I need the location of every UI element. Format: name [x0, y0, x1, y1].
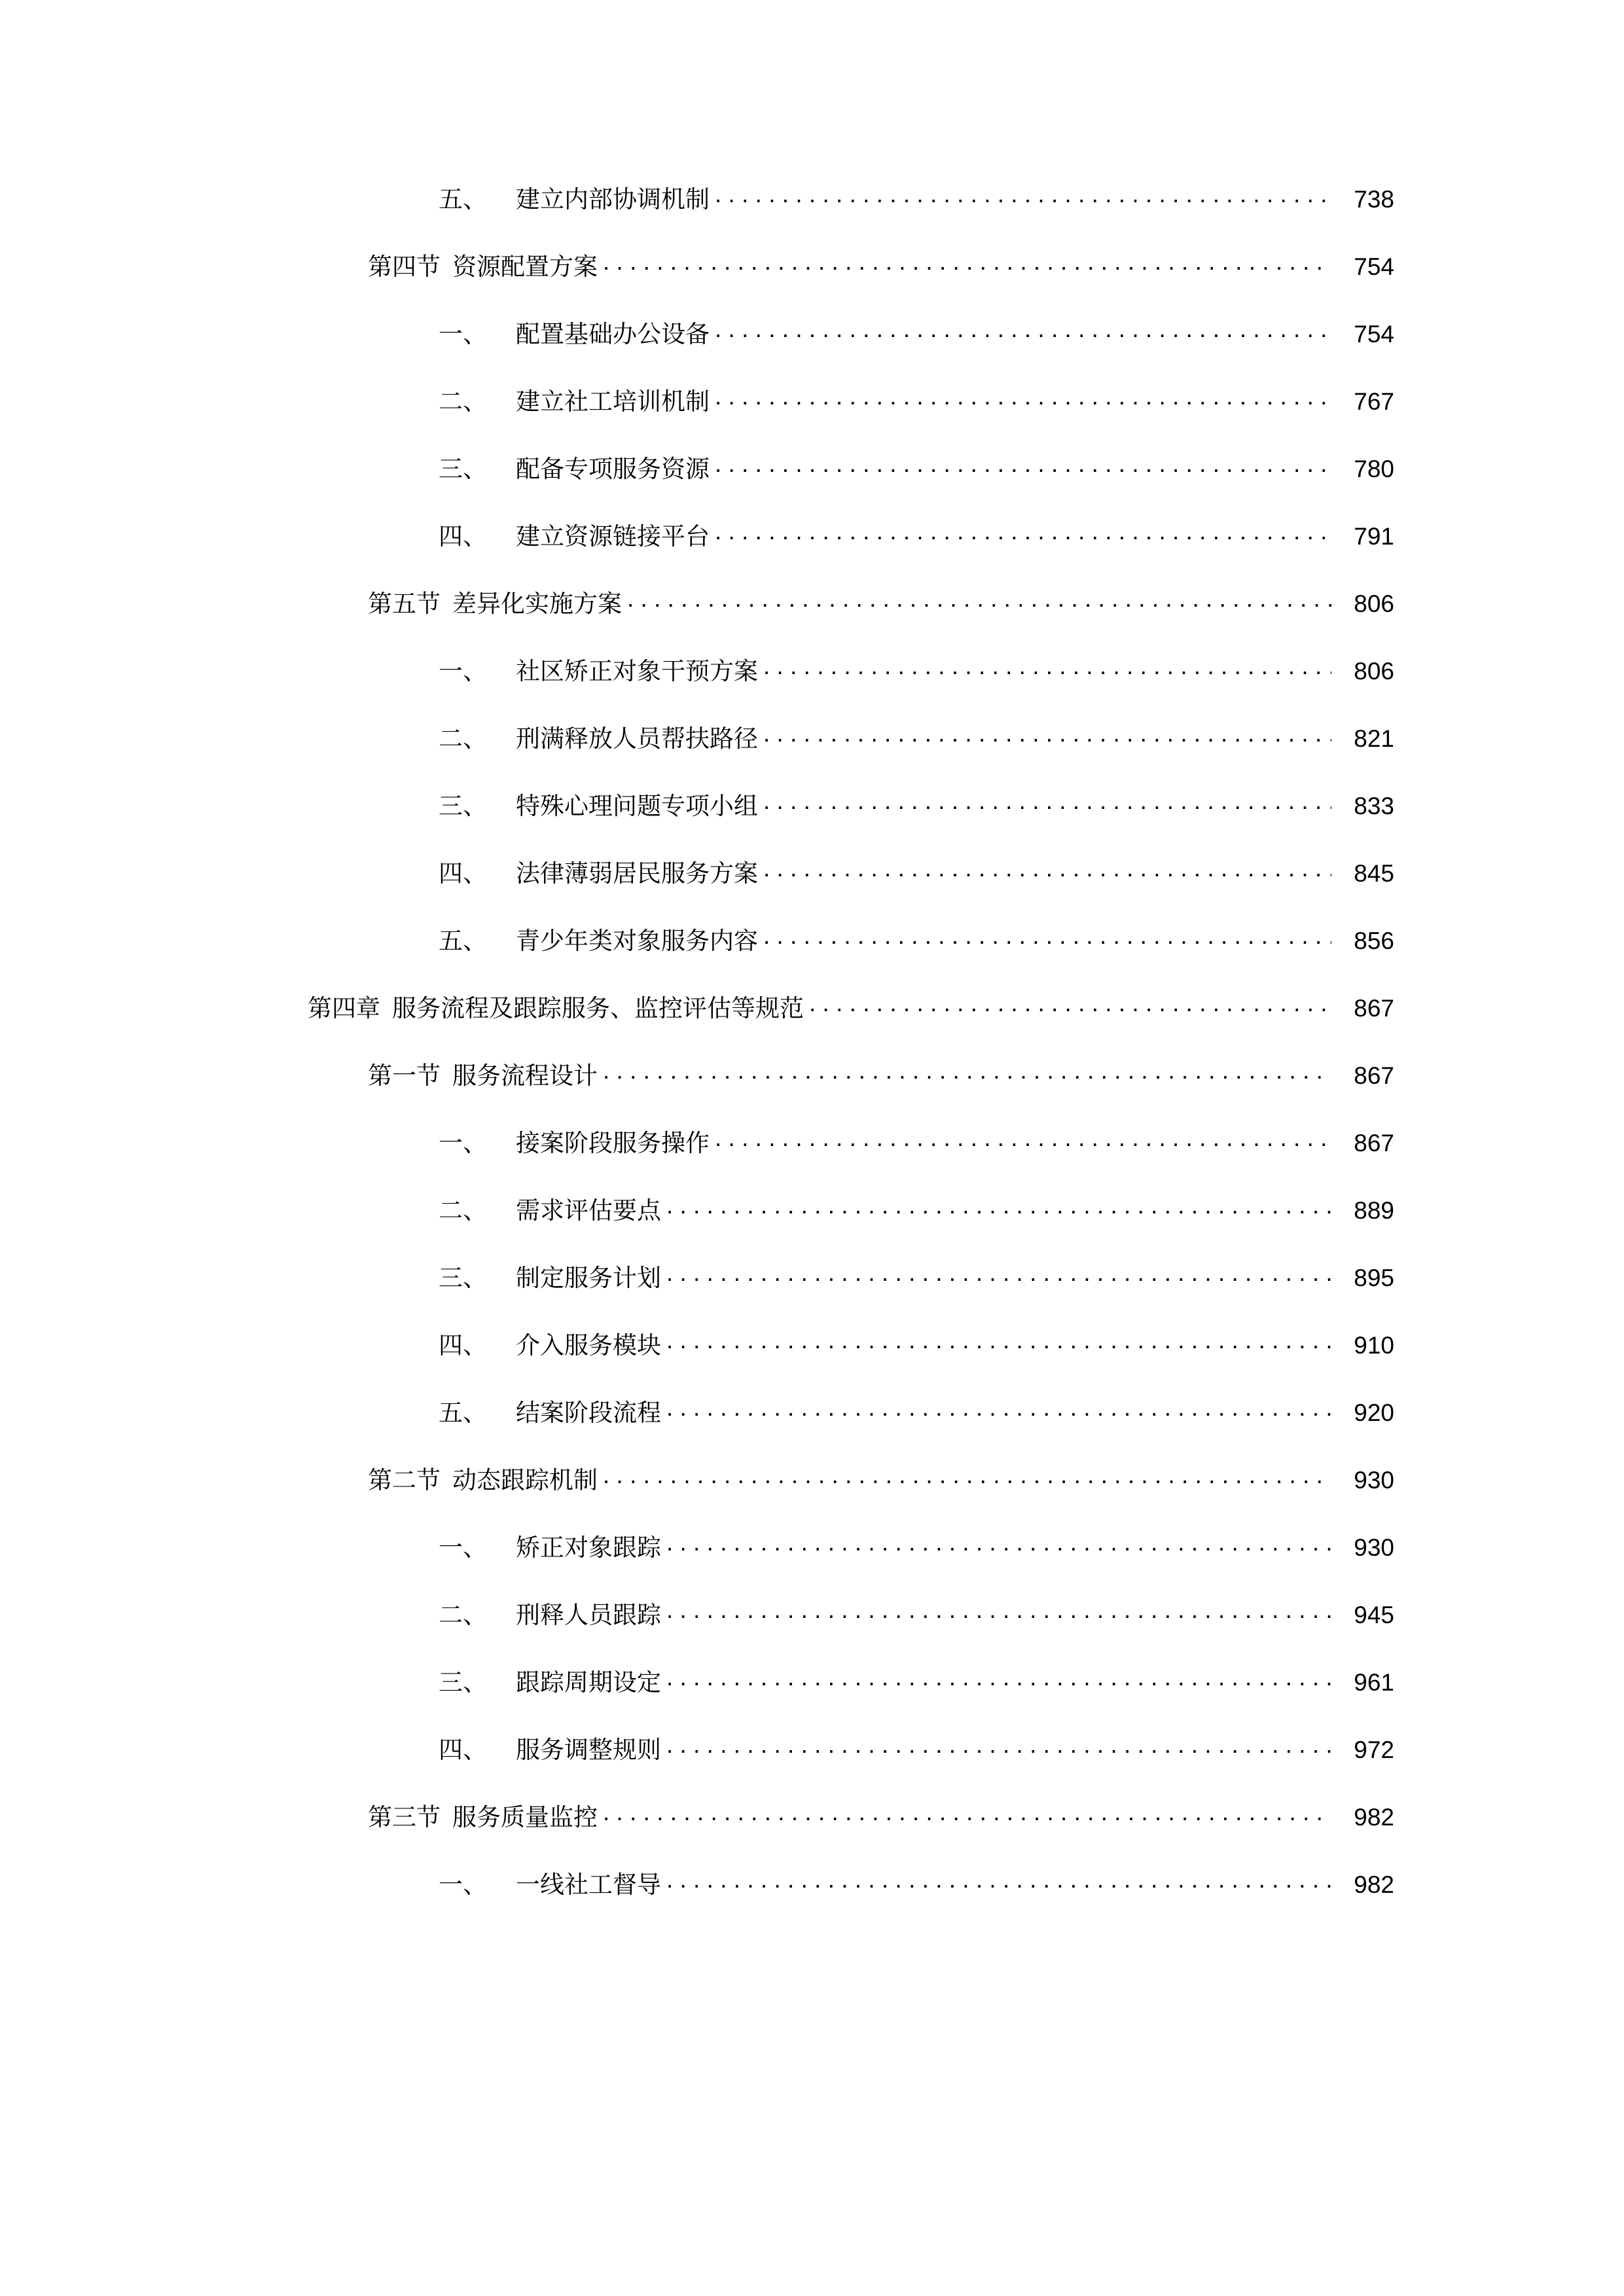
toc-entry[interactable] [308, 1262, 1394, 1329]
toc-entry-title: 刑满释放人员帮扶路径 [516, 725, 758, 752]
toc-entry-page-number: 821 [1354, 725, 1394, 752]
toc-entry-number: 第四节 [368, 253, 441, 280]
toc-entry-page-number: 806 [1354, 658, 1394, 685]
toc-entry-page-number: 767 [1354, 388, 1394, 415]
toc-entry-page-number: 895 [1354, 1265, 1394, 1291]
toc-entry[interactable] [308, 1599, 1394, 1666]
toc-entry-title: 特殊心理问题专项小组 [516, 793, 758, 819]
toc-entry-title: 服务流程设计 [452, 1062, 598, 1089]
toc-entry-number: 一、 [439, 1871, 487, 1898]
toc-entry-number: 四、 [439, 523, 487, 550]
toc-entry-title: 需求评估要点 [516, 1197, 661, 1224]
toc-entry-number: 五、 [439, 927, 487, 954]
toc-entry-title: 差异化实施方案 [452, 590, 622, 617]
toc-leader-dots [603, 1801, 1331, 1825]
toc-entry-number: 第五节 [368, 590, 441, 617]
toc-entry[interactable] [308, 1397, 1394, 1464]
toc-entry-number: 三、 [439, 793, 487, 819]
toc-entry[interactable] [308, 1666, 1394, 1734]
toc-entry-title: 青少年类对象服务内容 [516, 927, 758, 954]
toc-entry-page-number: 845 [1354, 860, 1394, 887]
toc-entry-page-number: 856 [1354, 927, 1394, 954]
toc-entry-number: 四、 [439, 1332, 487, 1359]
toc-entry-number: 二、 [439, 725, 487, 752]
toc-leader-dots [666, 1869, 1331, 1893]
toc-entry[interactable] [308, 1464, 1394, 1532]
toc-entry-page-number: 867 [1354, 1130, 1394, 1157]
toc-entry-title: 制定服务计划 [516, 1265, 661, 1291]
toc-entry-page-number: 930 [1354, 1534, 1394, 1561]
toc-entry[interactable] [308, 453, 1394, 520]
toc-entry[interactable] [308, 1194, 1394, 1262]
toc-leader-dots [666, 1734, 1331, 1758]
toc-entry-page-number: 806 [1354, 590, 1394, 617]
toc-entry-page-number: 889 [1354, 1197, 1394, 1224]
toc-entry[interactable] [308, 1801, 1394, 1869]
toc-leader-dots [763, 925, 1331, 949]
toc-entry-number: 一、 [439, 321, 487, 348]
toc-entry-number: 四、 [439, 860, 487, 887]
toc-entry[interactable] [308, 183, 1394, 251]
toc-entry[interactable] [308, 520, 1394, 588]
toc-entry-page-number: 945 [1354, 1602, 1394, 1628]
toc-entry[interactable] [308, 1060, 1394, 1127]
table-of-contents [308, 183, 1394, 1936]
toc-entry[interactable] [308, 1532, 1394, 1599]
toc-entry-page-number: 754 [1354, 321, 1394, 348]
toc-entry[interactable] [308, 588, 1394, 655]
toc-leader-dots [763, 723, 1331, 747]
toc-entry[interactable] [308, 1734, 1394, 1801]
toc-entry-number: 第三节 [368, 1804, 441, 1831]
toc-entry-page-number: 754 [1354, 253, 1394, 280]
toc-entry[interactable] [308, 1127, 1394, 1194]
toc-entry[interactable] [308, 251, 1394, 318]
toc-entry-page-number: 972 [1354, 1736, 1394, 1763]
toc-leader-dots [715, 318, 1331, 342]
toc-entry-number: 五、 [439, 186, 487, 213]
toc-entry-number: 一、 [439, 1534, 487, 1561]
toc-entry-title: 接案阶段服务操作 [516, 1130, 710, 1157]
toc-entry[interactable] [308, 857, 1394, 925]
toc-leader-dots [763, 790, 1331, 814]
toc-leader-dots [715, 183, 1331, 207]
toc-entry-title: 服务质量监控 [452, 1804, 598, 1831]
toc-entry-title: 建立社工培训机制 [516, 388, 710, 415]
toc-entry-title: 结案阶段流程 [516, 1399, 661, 1426]
toc-entry-number: 第四章 [308, 995, 380, 1022]
toc-entry-number: 三、 [439, 456, 487, 482]
toc-entry[interactable] [308, 1869, 1394, 1936]
toc-entry-number: 二、 [439, 1602, 487, 1628]
toc-entry-title: 动态跟踪机制 [452, 1467, 598, 1494]
toc-leader-dots [666, 1666, 1331, 1691]
toc-entry-title: 刑释人员跟踪 [516, 1602, 661, 1628]
toc-entry-page-number: 910 [1354, 1332, 1394, 1359]
toc-entry-title: 配备专项服务资源 [516, 456, 710, 482]
toc-leader-dots [715, 453, 1331, 477]
toc-entry-number: 五、 [439, 1399, 487, 1426]
toc-entry-page-number: 920 [1354, 1399, 1394, 1426]
toc-entry-title: 配置基础办公设备 [516, 321, 710, 348]
toc-entry-number: 一、 [439, 1130, 487, 1157]
toc-entry-page-number: 867 [1354, 995, 1394, 1022]
toc-leader-dots [715, 520, 1331, 545]
toc-leader-dots [603, 1060, 1331, 1084]
toc-entry[interactable] [308, 386, 1394, 453]
toc-entry[interactable] [308, 992, 1394, 1060]
toc-entry-number: 第二节 [368, 1467, 441, 1494]
toc-entry-page-number: 982 [1354, 1871, 1394, 1898]
toc-leader-dots [715, 1127, 1331, 1151]
toc-entry-number: 一、 [439, 658, 487, 685]
toc-entry-title: 矫正对象跟踪 [516, 1534, 661, 1561]
toc-entry-number: 第一节 [368, 1062, 441, 1089]
toc-entry-title: 建立内部协调机制 [516, 186, 710, 213]
toc-entry-title: 服务流程及跟踪服务、监控评估等规范 [392, 995, 804, 1022]
toc-leader-dots [763, 655, 1331, 679]
toc-entry[interactable] [308, 723, 1394, 790]
toc-entry-number: 二、 [439, 388, 487, 415]
toc-leader-dots [715, 386, 1331, 410]
toc-entry[interactable] [308, 790, 1394, 857]
toc-leader-dots [666, 1397, 1331, 1421]
toc-leader-dots [763, 857, 1331, 882]
toc-entry-number: 二、 [439, 1197, 487, 1224]
toc-entry-page-number: 791 [1354, 523, 1394, 550]
toc-entry-page-number: 982 [1354, 1804, 1394, 1831]
toc-entry-page-number: 833 [1354, 793, 1394, 819]
toc-entry[interactable] [308, 1329, 1394, 1397]
toc-entry[interactable] [308, 318, 1394, 386]
toc-entry-title: 服务调整规则 [516, 1736, 661, 1763]
toc-entry-page-number: 738 [1354, 186, 1394, 213]
toc-leader-dots [666, 1262, 1331, 1286]
toc-entry-title: 建立资源链接平台 [516, 523, 710, 550]
toc-entry-title: 资源配置方案 [452, 253, 598, 280]
toc-leader-dots [627, 588, 1331, 612]
toc-leader-dots [666, 1194, 1331, 1219]
toc-entry-page-number: 867 [1354, 1062, 1394, 1089]
toc-leader-dots [603, 251, 1331, 275]
toc-entry-title: 法律薄弱居民服务方案 [516, 860, 758, 887]
toc-leader-dots [809, 992, 1331, 1016]
toc-entry[interactable] [308, 655, 1394, 723]
toc-leader-dots [666, 1532, 1331, 1556]
toc-entry-page-number: 961 [1354, 1669, 1394, 1696]
toc-leader-dots [603, 1464, 1331, 1488]
toc-entry-number: 四、 [439, 1736, 487, 1763]
toc-entry-page-number: 930 [1354, 1467, 1394, 1494]
toc-entry-title: 社区矫正对象干预方案 [516, 658, 758, 685]
toc-leader-dots [666, 1329, 1331, 1354]
toc-entry-title: 介入服务模块 [516, 1332, 661, 1359]
toc-entry-number: 三、 [439, 1265, 487, 1291]
toc-entry[interactable] [308, 925, 1394, 992]
toc-entry-page-number: 780 [1354, 456, 1394, 482]
toc-entry-title: 一线社工督导 [516, 1871, 661, 1898]
toc-entry-number: 三、 [439, 1669, 487, 1696]
toc-entry-title: 跟踪周期设定 [516, 1669, 661, 1696]
toc-leader-dots [666, 1599, 1331, 1623]
